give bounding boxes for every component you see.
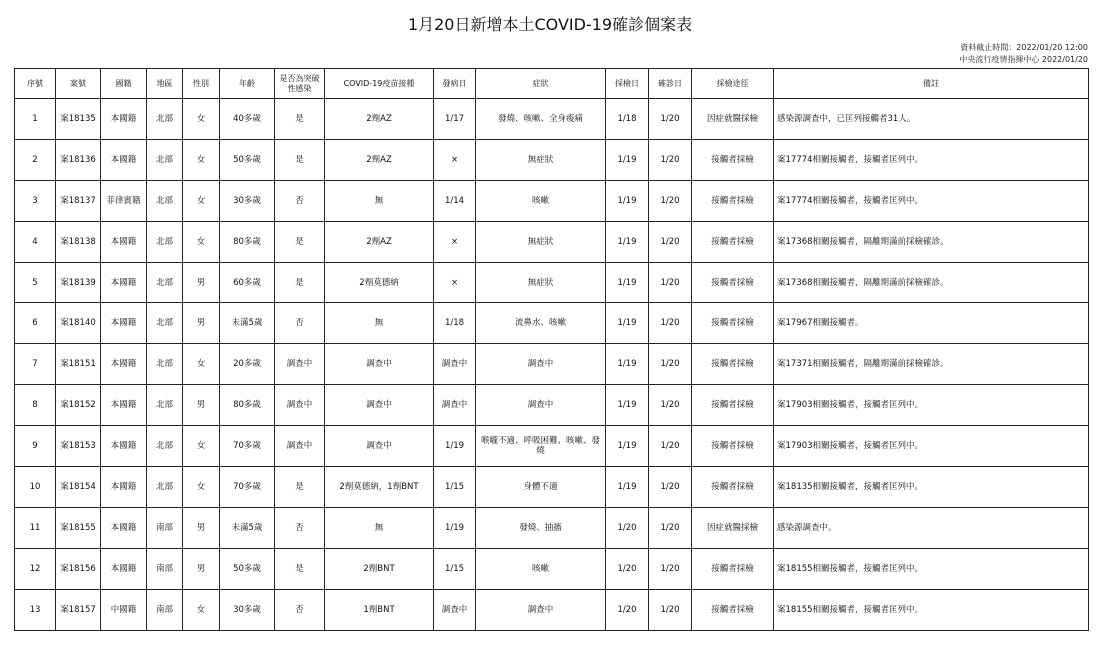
- cell-breakthrough-infection: 是: [275, 548, 325, 589]
- cell-test-route: 接觸者採檢: [692, 139, 774, 180]
- column-header-test-date: 採檢日: [606, 69, 649, 99]
- cell-case-id: 案18151: [56, 344, 101, 385]
- cell-nationality: 本國籍: [101, 139, 147, 180]
- cell-test-route: 接觸者採檢: [692, 589, 774, 630]
- cell-case-id: 案18155: [56, 507, 101, 548]
- table-row: [15, 99, 1089, 140]
- cell-confirm-date: 1/20: [649, 385, 692, 426]
- cell-onset-date: ×: [434, 221, 476, 262]
- cell-remarks: 感染源調查中。: [774, 507, 1089, 548]
- cell-serial-no: 3: [15, 180, 56, 221]
- cell-remarks: 案17774相關接觸者，接觸者匡列中。: [774, 180, 1089, 221]
- cell-test-date: 1/19: [606, 385, 649, 426]
- table-row: [15, 548, 1089, 589]
- cell-serial-no: 9: [15, 426, 56, 467]
- cell-nationality: 本國籍: [101, 221, 147, 262]
- cell-onset-date: ×: [434, 262, 476, 303]
- cell-age: 80多歲: [220, 221, 275, 262]
- report-source: 中央流行疫情指揮中心 2022/01/20: [959, 55, 1088, 64]
- cell-remarks: 案18155相關接觸者，接觸者匡列中。: [774, 589, 1089, 630]
- cell-test-route: 因症就醫採檢: [692, 507, 774, 548]
- cell-case-id: 案18157: [56, 589, 101, 630]
- table-row: [15, 139, 1089, 180]
- table-row: [15, 262, 1089, 303]
- cell-serial-no: 4: [15, 221, 56, 262]
- cell-age: 40多歲: [220, 99, 275, 140]
- cell-confirm-date: 1/20: [649, 507, 692, 548]
- cell-test-route: 接觸者採檢: [692, 344, 774, 385]
- cell-serial-no: 1: [15, 99, 56, 140]
- cell-test-date: 1/19: [606, 139, 649, 180]
- cell-region: 北部: [147, 180, 183, 221]
- cell-gender: 男: [183, 548, 220, 589]
- cell-test-route: 接觸者採檢: [692, 262, 774, 303]
- cell-gender: 女: [183, 221, 220, 262]
- cell-onset-date: 1/18: [434, 303, 476, 344]
- cell-region: 北部: [147, 303, 183, 344]
- column-header-region: 地區: [147, 69, 183, 99]
- cell-breakthrough-infection: 調查中: [275, 426, 325, 467]
- cell-remarks: 感染源調查中，已匡列接觸者31人。: [774, 99, 1089, 140]
- cell-test-route: 接觸者採檢: [692, 180, 774, 221]
- cell-test-date: 1/20: [606, 507, 649, 548]
- cell-test-date: 1/19: [606, 221, 649, 262]
- cell-vaccination: 2劑AZ: [325, 99, 434, 140]
- case-table: [14, 68, 1089, 631]
- cell-onset-date: ×: [434, 139, 476, 180]
- cell-vaccination: 2劑莫德納，1劑BNT: [325, 467, 434, 508]
- cell-case-id: 案18153: [56, 426, 101, 467]
- cell-nationality: 本國籍: [101, 467, 147, 508]
- cell-test-date: 1/19: [606, 344, 649, 385]
- cell-case-id: 案18135: [56, 99, 101, 140]
- column-header-case-id: 案號: [56, 69, 101, 99]
- cell-region: 北部: [147, 221, 183, 262]
- cell-symptoms: 喉嚨不適、呼吸困難、咳嗽、發燒: [476, 426, 606, 467]
- cell-test-date: 1/18: [606, 99, 649, 140]
- cell-confirm-date: 1/20: [649, 426, 692, 467]
- cell-vaccination: 2劑AZ: [325, 139, 434, 180]
- cell-gender: 男: [183, 303, 220, 344]
- cell-vaccination: 2劑BNT: [325, 548, 434, 589]
- cell-breakthrough-infection: 是: [275, 99, 325, 140]
- cell-breakthrough-infection: 是: [275, 139, 325, 180]
- cell-age: 70多歲: [220, 467, 275, 508]
- cell-symptoms: 調查中: [476, 589, 606, 630]
- cell-test-route: 接觸者採檢: [692, 426, 774, 467]
- table-header-row: [15, 69, 1089, 99]
- cell-age: 60多歲: [220, 262, 275, 303]
- column-header-confirm-date: 確診日: [649, 69, 692, 99]
- cell-nationality: 本國籍: [101, 548, 147, 589]
- column-header-remarks: 備註: [774, 69, 1089, 99]
- cell-onset-date: 1/19: [434, 426, 476, 467]
- cell-breakthrough-infection: 是: [275, 221, 325, 262]
- cell-test-route: 接觸者採檢: [692, 548, 774, 589]
- cell-confirm-date: 1/20: [649, 180, 692, 221]
- cell-test-date: 1/20: [606, 589, 649, 630]
- cell-gender: 女: [183, 467, 220, 508]
- cell-region: 北部: [147, 262, 183, 303]
- cell-remarks: 案17371相關接觸者，隔離期滿前採檢確診。: [774, 344, 1089, 385]
- column-header-age: 年齡: [220, 69, 275, 99]
- cell-age: 未滿5歲: [220, 303, 275, 344]
- cell-test-route: 因症就醫採檢: [692, 99, 774, 140]
- table-row: [15, 180, 1089, 221]
- cell-nationality: 本國籍: [101, 344, 147, 385]
- cell-symptoms: 身體不適: [476, 467, 606, 508]
- cell-test-date: 1/19: [606, 303, 649, 344]
- cell-symptoms: 無症狀: [476, 262, 606, 303]
- cell-serial-no: 11: [15, 507, 56, 548]
- page-title: 1月20日新增本土COVID-19確診個案表: [407, 15, 693, 34]
- cell-confirm-date: 1/20: [649, 262, 692, 303]
- cell-test-route: 接觸者採檢: [692, 467, 774, 508]
- cell-breakthrough-infection: 調查中: [275, 385, 325, 426]
- cell-region: 北部: [147, 467, 183, 508]
- cell-confirm-date: 1/20: [649, 344, 692, 385]
- cell-breakthrough-infection: 是: [275, 262, 325, 303]
- cell-symptoms: 咳嗽: [476, 548, 606, 589]
- cell-test-date: 1/19: [606, 467, 649, 508]
- cell-gender: 女: [183, 344, 220, 385]
- cell-age: 20多歲: [220, 344, 275, 385]
- cell-onset-date: 調查中: [434, 385, 476, 426]
- cell-nationality: 本國籍: [101, 426, 147, 467]
- cell-gender: 男: [183, 385, 220, 426]
- cell-gender: 男: [183, 262, 220, 303]
- column-header-gender: 性別: [183, 69, 220, 99]
- cell-confirm-date: 1/20: [649, 139, 692, 180]
- cell-test-date: 1/19: [606, 426, 649, 467]
- cell-age: 70多歲: [220, 426, 275, 467]
- cell-region: 北部: [147, 344, 183, 385]
- table-row: [15, 507, 1089, 548]
- cell-case-id: 案18138: [56, 221, 101, 262]
- cell-remarks: 案17368相關接觸者，隔離期滿前採檢確診。: [774, 262, 1089, 303]
- table-row: [15, 221, 1089, 262]
- cell-remarks: 案18135相關接觸者，接觸者匡列中。: [774, 467, 1089, 508]
- cell-age: 50多歲: [220, 548, 275, 589]
- cell-vaccination: 無: [325, 507, 434, 548]
- column-header-nationality: 國籍: [101, 69, 147, 99]
- cell-vaccination: 1劑BNT: [325, 589, 434, 630]
- table-row: [15, 344, 1089, 385]
- cell-region: 南部: [147, 589, 183, 630]
- cell-case-id: 案18154: [56, 467, 101, 508]
- cell-serial-no: 7: [15, 344, 56, 385]
- cell-gender: 女: [183, 139, 220, 180]
- cell-nationality: 本國籍: [101, 262, 147, 303]
- cell-gender: 女: [183, 99, 220, 140]
- cell-test-date: 1/19: [606, 262, 649, 303]
- cell-remarks: 案17903相關接觸者，接觸者匡列中。: [774, 426, 1089, 467]
- cell-vaccination: 調查中: [325, 344, 434, 385]
- cell-case-id: 案18140: [56, 303, 101, 344]
- column-header-onset-date: 發病日: [434, 69, 476, 99]
- cell-serial-no: 10: [15, 467, 56, 508]
- cell-onset-date: 1/19: [434, 507, 476, 548]
- cell-region: 北部: [147, 139, 183, 180]
- cell-serial-no: 12: [15, 548, 56, 589]
- cell-onset-date: 1/17: [434, 99, 476, 140]
- column-header-vaccination: COVID-19疫苗接種: [325, 69, 434, 99]
- cell-gender: 女: [183, 589, 220, 630]
- cell-symptoms: 流鼻水、咳嗽: [476, 303, 606, 344]
- cell-age: 30多歲: [220, 589, 275, 630]
- cell-symptoms: 發燒、抽搐: [476, 507, 606, 548]
- cell-region: 南部: [147, 548, 183, 589]
- cell-vaccination: 無: [325, 303, 434, 344]
- cell-confirm-date: 1/20: [649, 589, 692, 630]
- cell-test-date: 1/19: [606, 180, 649, 221]
- cell-breakthrough-infection: 否: [275, 589, 325, 630]
- cell-breakthrough-infection: 否: [275, 180, 325, 221]
- cell-age: 未滿5歲: [220, 507, 275, 548]
- cell-confirm-date: 1/20: [649, 221, 692, 262]
- cell-gender: 女: [183, 426, 220, 467]
- cell-gender: 男: [183, 507, 220, 548]
- cell-remarks: 案17967相關接觸者。: [774, 303, 1089, 344]
- column-header-symptoms: 症狀: [476, 69, 606, 99]
- cell-symptoms: 調查中: [476, 344, 606, 385]
- column-header-test-route: 採檢途徑: [692, 69, 774, 99]
- column-header-breakthrough-infection: 是否為突破性感染: [275, 69, 325, 99]
- table-row: [15, 303, 1089, 344]
- cell-onset-date: 1/14: [434, 180, 476, 221]
- table-row: [15, 426, 1089, 467]
- cell-onset-date: 調查中: [434, 589, 476, 630]
- cell-test-route: 接觸者採檢: [692, 385, 774, 426]
- cell-vaccination: 無: [325, 180, 434, 221]
- cell-test-route: 接觸者採檢: [692, 221, 774, 262]
- cell-breakthrough-infection: 是: [275, 467, 325, 508]
- cell-onset-date: 1/15: [434, 467, 476, 508]
- table-row: [15, 385, 1089, 426]
- cell-nationality: 本國籍: [101, 507, 147, 548]
- cell-remarks: 案18155相關接觸者，接觸者匡列中。: [774, 548, 1089, 589]
- cell-nationality: 本國籍: [101, 385, 147, 426]
- cell-symptoms: 咳嗽: [476, 180, 606, 221]
- cell-confirm-date: 1/20: [649, 99, 692, 140]
- cell-gender: 女: [183, 180, 220, 221]
- cell-symptoms: 調查中: [476, 385, 606, 426]
- cell-serial-no: 8: [15, 385, 56, 426]
- cell-test-route: 接觸者採檢: [692, 303, 774, 344]
- cell-region: 北部: [147, 99, 183, 140]
- cell-symptoms: 無症狀: [476, 221, 606, 262]
- cell-age: 30多歲: [220, 180, 275, 221]
- column-header-serial-no: 序號: [15, 69, 56, 99]
- cell-vaccination: 2劑莫德納: [325, 262, 434, 303]
- cell-age: 80多歲: [220, 385, 275, 426]
- cell-case-id: 案18156: [56, 548, 101, 589]
- cell-onset-date: 調查中: [434, 344, 476, 385]
- cell-nationality: 本國籍: [101, 303, 147, 344]
- cell-serial-no: 2: [15, 139, 56, 180]
- data-cutoff-time: 資料截止時間：2022/01/20 12:00: [960, 43, 1088, 52]
- cell-nationality: 本國籍: [101, 99, 147, 140]
- cell-vaccination: 調查中: [325, 385, 434, 426]
- cell-case-id: 案18139: [56, 262, 101, 303]
- cell-serial-no: 6: [15, 303, 56, 344]
- cell-nationality: 菲律賓籍: [101, 180, 147, 221]
- cell-confirm-date: 1/20: [649, 467, 692, 508]
- cell-remarks: 案17368相關接觸者，隔離期滿前採檢確診。: [774, 221, 1089, 262]
- cell-region: 北部: [147, 426, 183, 467]
- cell-region: 北部: [147, 385, 183, 426]
- table-row: [15, 467, 1089, 508]
- cell-symptoms: 無症狀: [476, 139, 606, 180]
- cell-case-id: 案18152: [56, 385, 101, 426]
- cell-case-id: 案18136: [56, 139, 101, 180]
- cell-confirm-date: 1/20: [649, 303, 692, 344]
- cell-breakthrough-infection: 否: [275, 507, 325, 548]
- report-meta: [959, 42, 1088, 66]
- cell-remarks: 案17774相關接觸者，接觸者匡列中。: [774, 139, 1089, 180]
- cell-vaccination: 2劑AZ: [325, 221, 434, 262]
- cell-test-date: 1/20: [606, 548, 649, 589]
- cell-serial-no: 13: [15, 589, 56, 630]
- cell-breakthrough-infection: 否: [275, 303, 325, 344]
- table-row: [15, 589, 1089, 630]
- cell-onset-date: 1/15: [434, 548, 476, 589]
- cell-remarks: 案17903相關接觸者，接觸者匡列中。: [774, 385, 1089, 426]
- cell-vaccination: 調查中: [325, 426, 434, 467]
- cell-symptoms: 發燒、咳嗽、全身痠痛: [476, 99, 606, 140]
- table-body: [15, 99, 1089, 631]
- cell-confirm-date: 1/20: [649, 548, 692, 589]
- cell-case-id: 案18137: [56, 180, 101, 221]
- cell-breakthrough-infection: 調查中: [275, 344, 325, 385]
- cell-nationality: 中國籍: [101, 589, 147, 630]
- cell-region: 南部: [147, 507, 183, 548]
- cell-serial-no: 5: [15, 262, 56, 303]
- cell-age: 50多歲: [220, 139, 275, 180]
